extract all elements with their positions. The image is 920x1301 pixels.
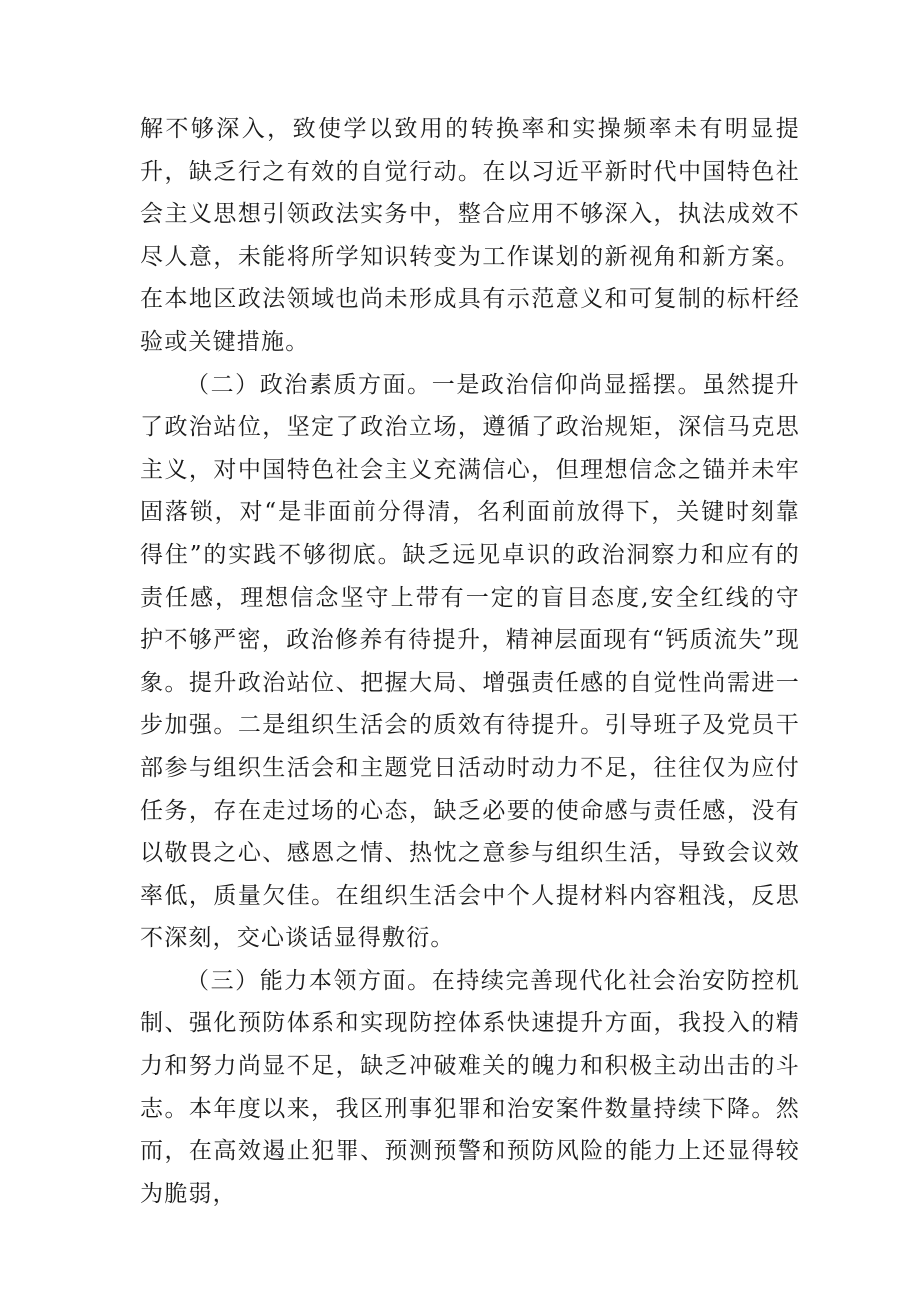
paragraph-continuation: 解不够深入，致使学以致用的转换率和实操频率未有明显提升，缺乏行之有效的自觉行动。在以习近平新时代中国特色社会主义思想引领政法实务中，整合应用不够深入，执法成效不尽人意，未能将所学知识转变为工作谋划的新视角和新方案。在本地区政法领域也尚未形成具有示范意义和可复制的标杆经验或关键措施。 — [140, 116, 800, 355]
paragraph-political-quality: （二）政治素质方面。一是政治信仰尚显摇摆。虽然提升了政治站位，坚定了政治立场，遵循了政治规矩，深信马克思主义，对中国特色社会主义充满信心，但理想信念之锚并未牢固落锁，对“是非面前分得清，名利面前放得下，关键时刻靠得住”的实践不够彻底。缺乏远见卓识的政治洞察力和应有的责任感，理想信念坚守上带有一定的盲目态度,安全红线的守护不够严密，政治修养有待提升，精神层面现有“钙质流失”现象。提升政治站位、把握大局、增强责任感的自觉性尚需进一步加强。二是组织生活会的质效有待提升。引导班子及党员干部参与组织生活会和主题党日活动时动力不足，往往仅为应付任务，存在走过场的心态，缺乏必要的使命感与责任感，没有以敬畏之心、感恩之情、热忱之意参与组织生活，导致会议效率低，质量欠佳。在组织生活会中个人提材料内容粗浅，反思不深刻，交心谈话显得敷衍。 — [140, 371, 800, 952]
paragraph-capability: （三）能力本领方面。在持续完善现代化社会治安防控机制、强化预防体系和实现防控体系快速提升方面，我投入的精力和努力尚显不足，缺乏冲破难关的魄力和积极主动出击的斗志。本年度以来，我区刑事犯罪和治安案件数量持续下降。然而，在高效遏止犯罪、预测预警和预防风险的能力上还显得较为脆弱， — [140, 967, 800, 1207]
body-text — [140, 108, 800, 1215]
